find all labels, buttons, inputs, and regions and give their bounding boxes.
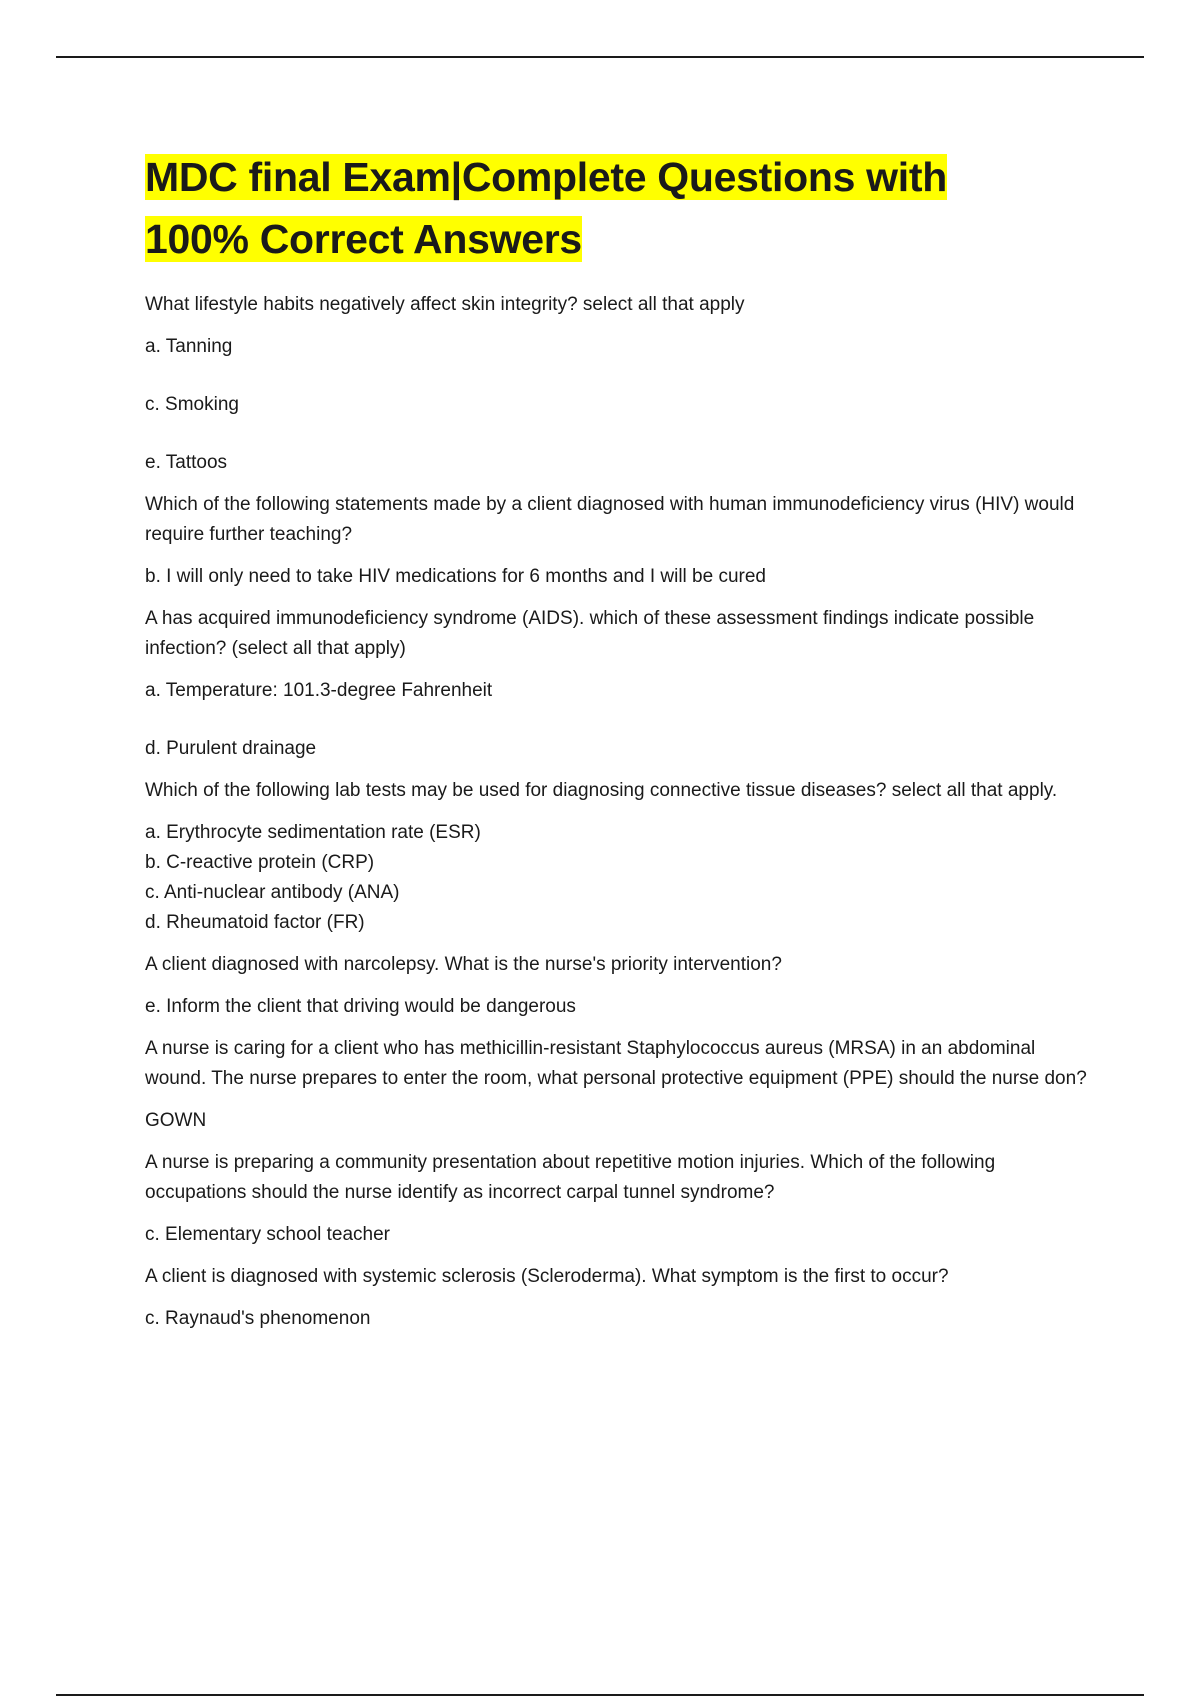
question-text: Which of the following lab tests may be used for diagnosing connective tissue diseases? select all that apply. <box>145 780 1058 801</box>
answer-text: c. Smoking <box>145 394 239 415</box>
answer-text: a. Temperature: 101.3-degree Fahrenheit <box>145 680 493 701</box>
answer-text: e. Inform the client that driving would be dangerous <box>145 996 576 1017</box>
question-text: Which of the following statements made by a client diagnosed with human immunodeficiency virus (HIV) would require further teaching? <box>145 494 1075 545</box>
answer-text: d. Purulent drainage <box>145 738 317 759</box>
answer-text: c. Raynaud's phenomenon <box>145 1308 371 1329</box>
question-text: A nurse is caring for a client who has methicillin-resistant Staphylococcus aureus (MRSA) in an abdominal wound. The nurse prepares to enter the room, what personal protective equipment (PPE) should the nurse don? <box>145 1038 1087 1089</box>
question-answer-list <box>145 290 1095 1334</box>
top-rule <box>56 56 1144 58</box>
answer-text: b. I will only need to take HIV medications for 6 months and I will be cured <box>145 566 766 587</box>
document-title <box>145 146 1095 270</box>
question-text: A has acquired immunodeficiency syndrome (AIDS). which of these assessment findings indicate possible infection? (select all that apply) <box>145 608 1035 659</box>
answer-text: c. Elementary school teacher <box>145 1224 391 1245</box>
question-text: What lifestyle habits negatively affect skin integrity? select all that apply <box>145 294 745 315</box>
question-text: A client diagnosed with narcolepsy. What is the nurse's priority intervention? <box>145 954 782 975</box>
answer-text: d. Rheumatoid factor (FR) <box>145 912 365 933</box>
title-line-1: MDC final Exam|Complete Questions with <box>145 154 947 200</box>
answer-text: a. Erythrocyte sedimentation rate (ESR) <box>145 822 481 843</box>
answer-text: a. Tanning <box>145 336 233 357</box>
question-text: A client is diagnosed with systemic sclerosis (Scleroderma). What symptom is the first to occur? <box>145 1266 949 1287</box>
bottom-rule <box>56 1694 1144 1696</box>
question-text: A nurse is preparing a community presentation about repetitive motion injuries. Which of the following occupations should the nurse identify as incorrect carpal tunnel syndrome? <box>145 1152 996 1203</box>
document-body <box>145 146 1095 1346</box>
answer-text: GOWN <box>145 1110 207 1131</box>
title-line-2: 100% Correct Answers <box>145 216 582 262</box>
answer-text: b. C-reactive protein (CRP) <box>145 852 375 873</box>
answer-text: c. Anti-nuclear antibody (ANA) <box>145 882 400 903</box>
answer-text: e. Tattoos <box>145 452 228 473</box>
